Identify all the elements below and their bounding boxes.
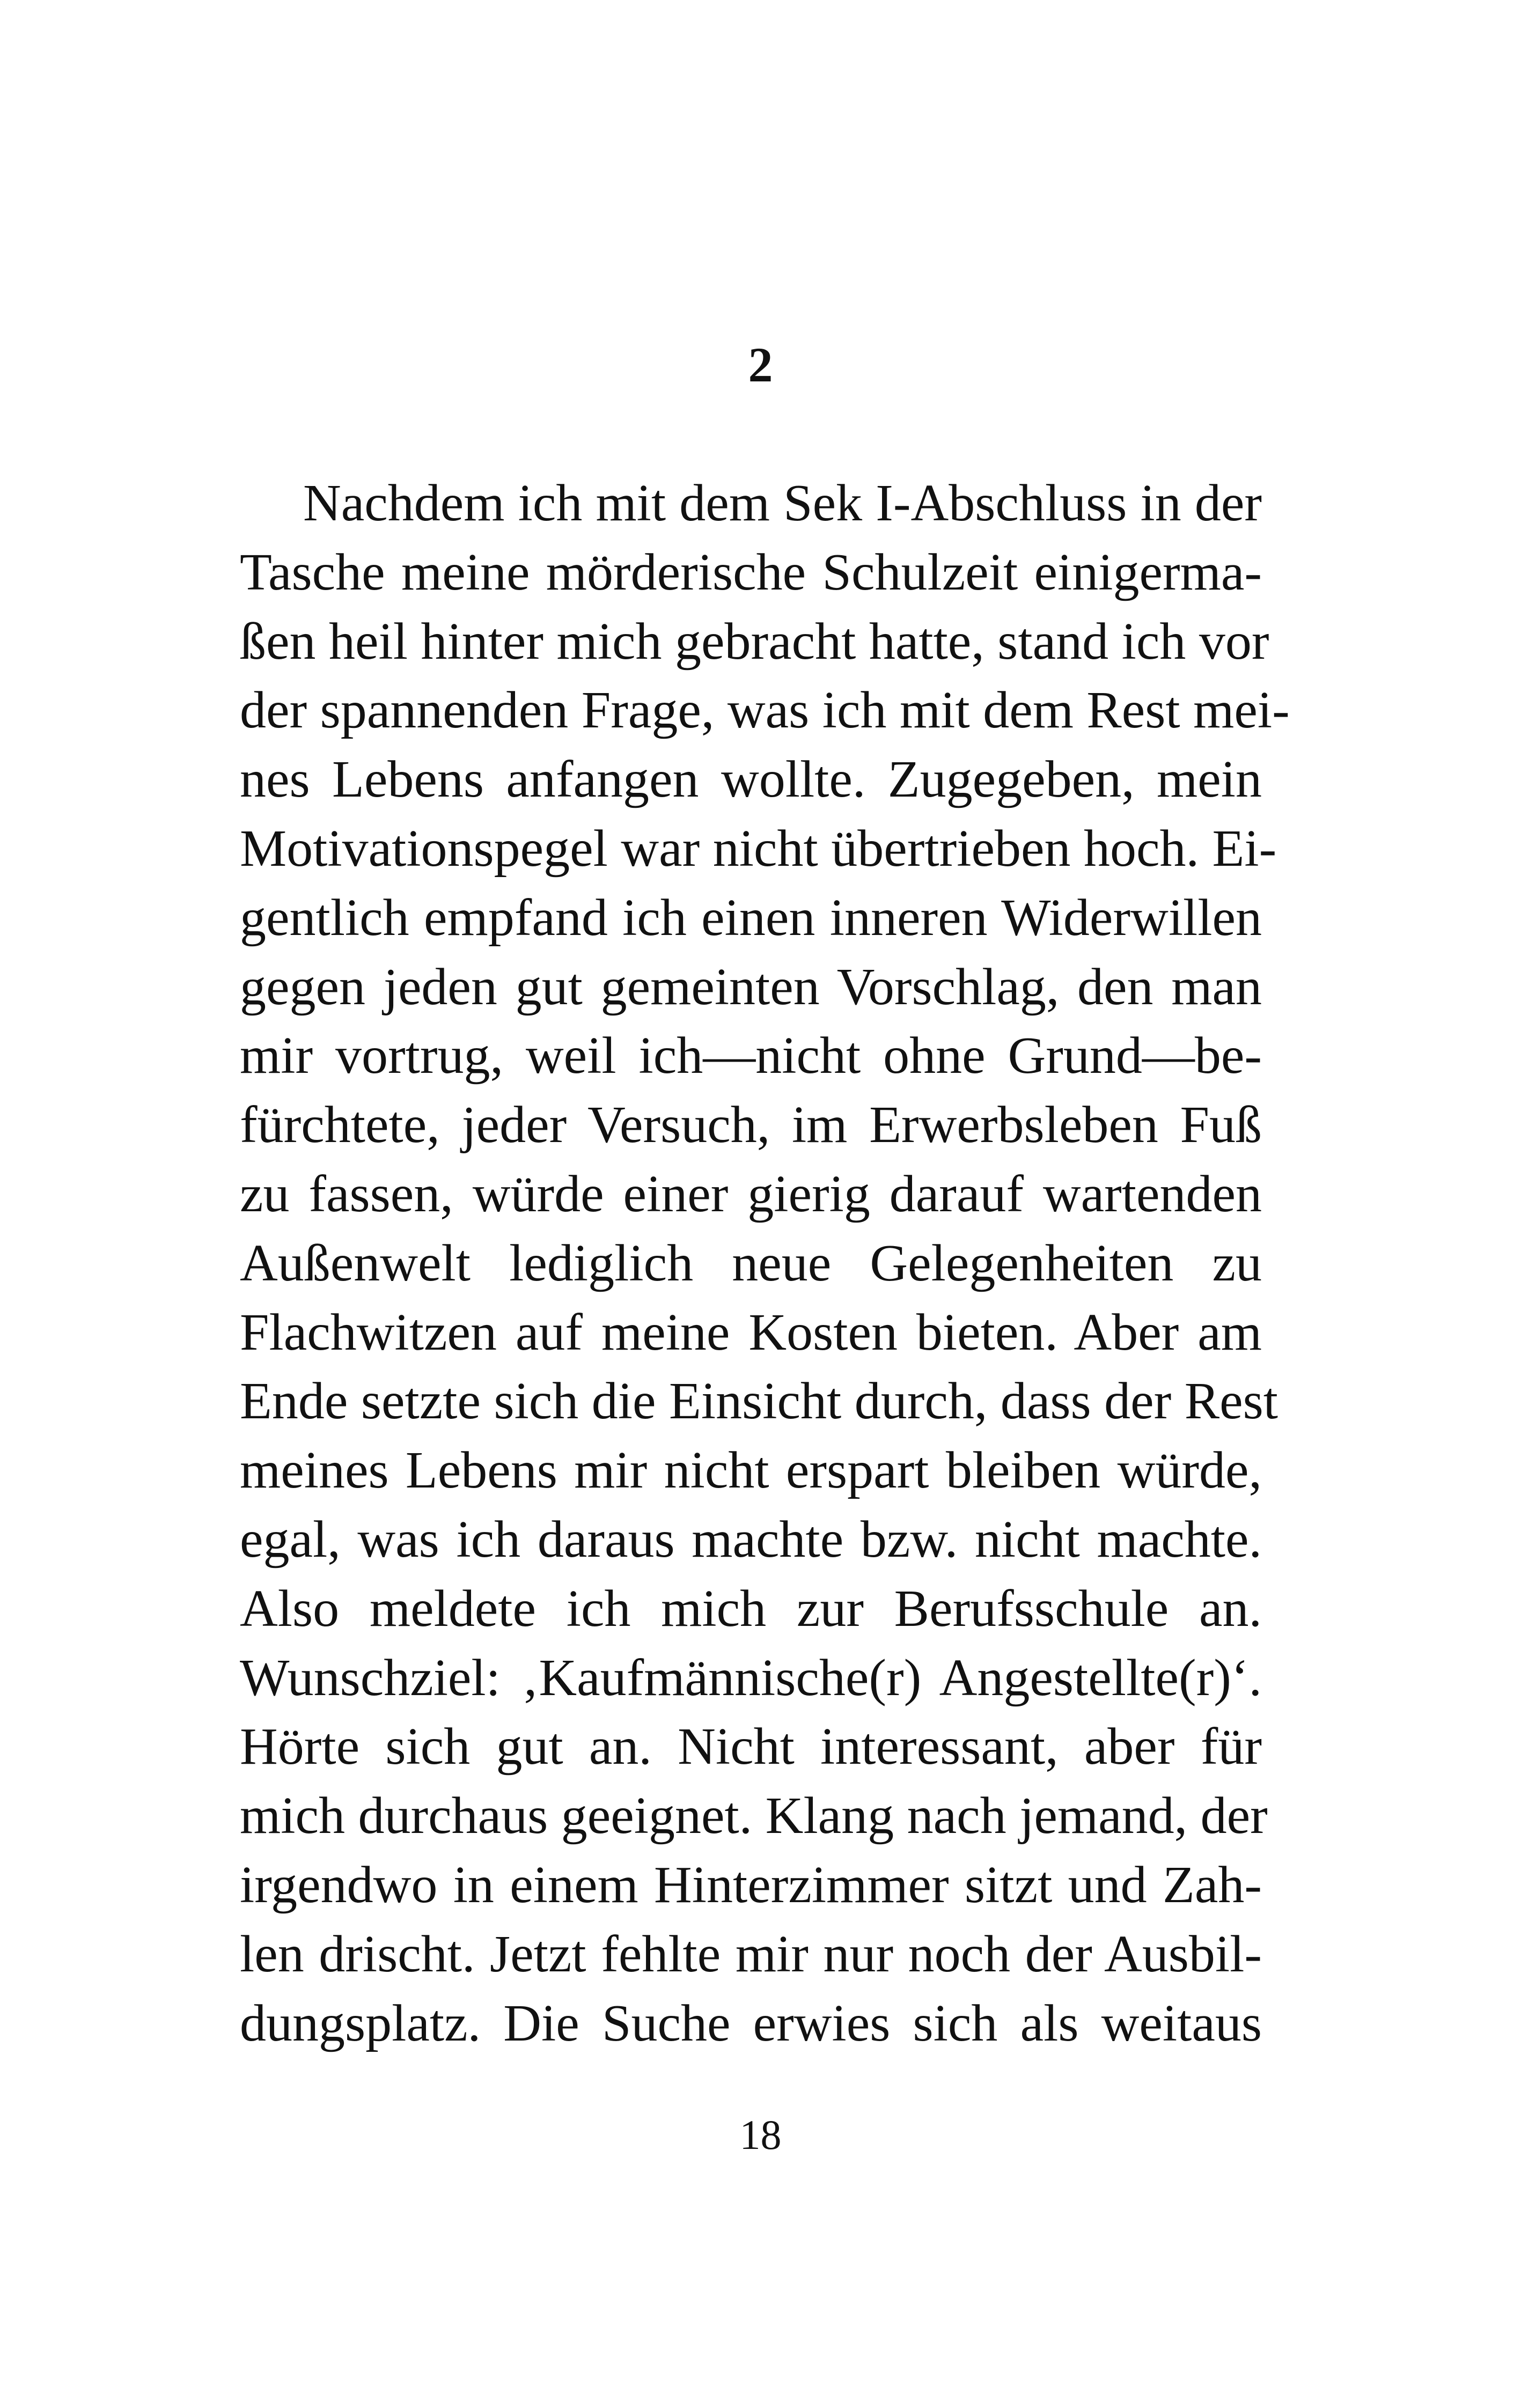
text-line: ßen heil hinter mich gebracht hatte, stand ich vor (240, 612, 1269, 671)
text-line: Flachwitzen auf meine Kosten bieten. Aber am (240, 1303, 1262, 1361)
text-line: gentlich empfand ich einen inneren Widerwillen (240, 888, 1262, 947)
text-line: meines Lebens mir nicht erspart bleiben würde, (240, 1441, 1262, 1500)
text-line: nes Lebens anfangen wollte. Zugegeben, mein (240, 750, 1262, 809)
text-line: fürchtete, jeder Versuch, im Erwerbsleben Fuß (240, 1096, 1262, 1154)
text-line: egal, was ich daraus machte bzw. nicht machte. (240, 1510, 1262, 1568)
text-line: mir vortrug, weil ich—nicht ohne Grund—be- (240, 1027, 1262, 1085)
text-line: mich durchaus geeignet. Klang nach jemand, der (240, 1787, 1268, 1845)
text-line: Nachdem ich mit dem Sek I-Abschluss in der (303, 474, 1262, 532)
text-line: Hörte sich gut an. Nicht interessant, aber für (240, 1718, 1262, 1776)
text-line: dungsplatz. Die Suche erwies sich als weitaus (240, 1994, 1262, 2052)
body-paragraph (240, 469, 1290, 2058)
text-line: der spannenden Frage, was ich mit dem Rest mei- (240, 681, 1290, 740)
text-line: Ende setzte sich die Einsicht durch, dass der Rest (240, 1372, 1278, 1431)
text-line: Wunschziel: ‚Kaufmännische(r) Angestellte(r)‘. (240, 1648, 1262, 1707)
page-number: 18 (739, 2111, 782, 2158)
text-line: Also meldete ich mich zur Berufsschule an. (240, 1579, 1262, 1638)
text-line: Tasche meine mörderische Schulzeit einigerma- (240, 543, 1262, 601)
text-line: Außenwelt lediglich neue Gelegenheiten zu (240, 1234, 1262, 1292)
text-line: zu fassen, würde einer gierig darauf wartenden (240, 1165, 1262, 1223)
text-line: len drischt. Jetzt fehlte mir nur noch der Ausbil- (240, 1925, 1262, 1983)
text-line: gegen jeden gut gemeinten Vorschlag, den man (240, 958, 1262, 1016)
chapter-number: 2 (748, 337, 773, 392)
text-line: irgendwo in einem Hinterzimmer sitzt und Zah- (240, 1855, 1262, 1914)
text-line: Motivationspegel war nicht übertrieben hoch. Ei- (240, 819, 1277, 878)
